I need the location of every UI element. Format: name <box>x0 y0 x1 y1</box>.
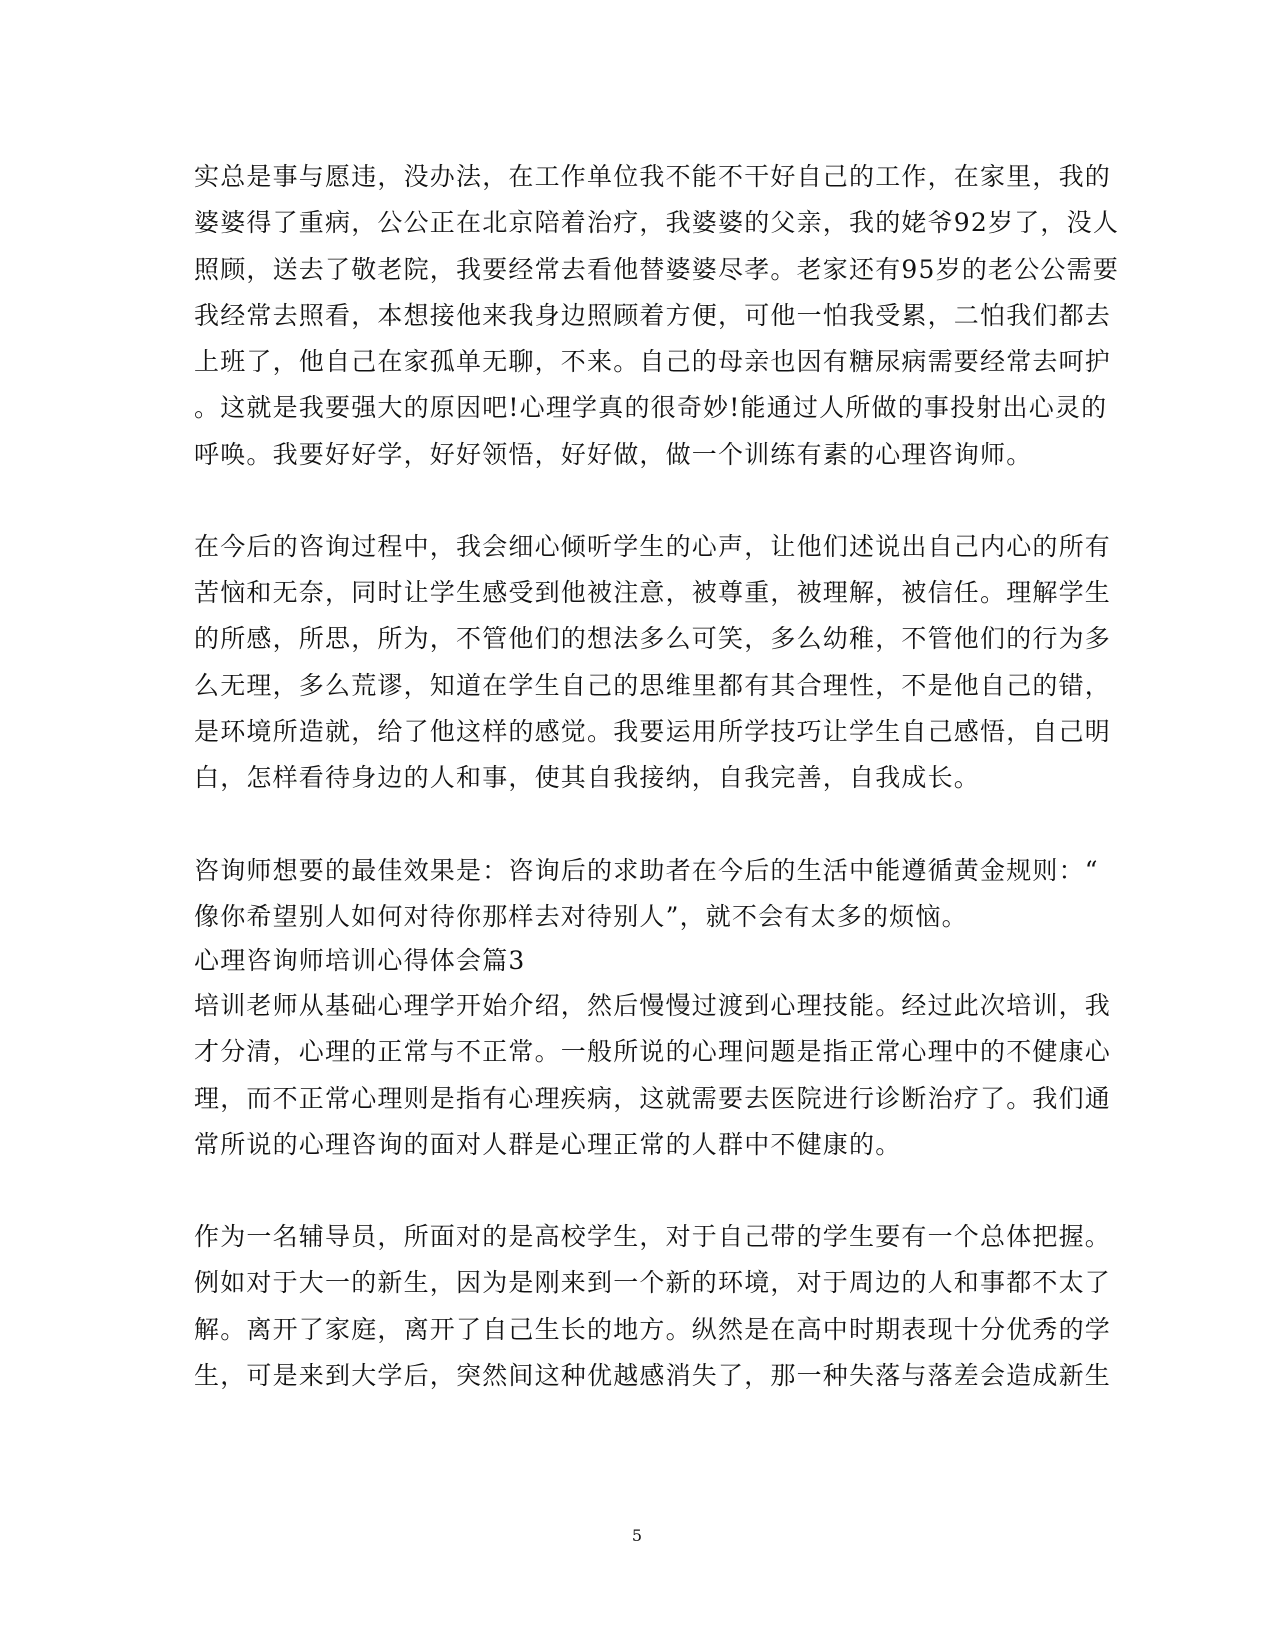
text-line: 苦恼和无奈，同时让学生感受到他被注意，被尊重，被理解，被信任。理解学生 <box>194 578 1112 607</box>
text-line: 实总是事与愿违，没办法，在工作单位我不能不干好自己的工作，在家里，我的 <box>194 162 1112 191</box>
text-line: 我经常去照看，本想接他来我身边照顾着方便，可他一怕我受累，二怕我们都去 <box>194 301 1112 330</box>
page-number: 5 <box>631 1526 643 1545</box>
text-line: 婆婆得了重病，公公正在北京陪着治疗，我婆婆的父亲，我的姥爷92岁了，没人 <box>194 208 1120 237</box>
text-line: 照顾，送去了敬老院，我要经常去看他替婆婆尽孝。老家还有95岁的老公公需要 <box>194 255 1120 284</box>
text-line: 的所感，所思，所为，不管他们的想法多么可笑，多么幼稚，不管他们的行为多 <box>194 624 1112 653</box>
text-line: 理，而不正常心理则是指有心理疾病，这就需要去医院进行诊断治疗了。我们通 <box>194 1084 1112 1113</box>
text-line: 常所说的心理咨询的面对人群是心理正常的人群中不健康的。 <box>194 1130 902 1159</box>
text-line: 么无理，多么荒谬，知道在学生自己的思维里都有其合理性，不是他自己的错， <box>194 671 1112 700</box>
text-line: 培训老师从基础心理学开始介绍，然后慢慢过渡到心理技能。经过此次培训，我 <box>194 991 1112 1020</box>
text-line: 在今后的咨询过程中，我会细心倾听学生的心声，让他们述说出自己内心的所有 <box>194 532 1112 561</box>
section-heading: 心理咨询师培训心得体会篇3 <box>194 946 526 975</box>
text-line: 。这就是我要强大的原因吧!心理学真的很奇妙!能通过人所做的事投射出心灵的 <box>194 393 1108 422</box>
text-line: 上班了，他自己在家孤单无聊，不来。自己的母亲也因有糖尿病需要经常去呵护 <box>194 347 1112 376</box>
text-line: 解。离开了家庭，离开了自己生长的地方。纵然是在高中时期表现十分优秀的学 <box>194 1315 1112 1344</box>
text-line: 作为一名辅导员，所面对的是高校学生，对于自己带的学生要有一个总体把握。 <box>194 1222 1112 1251</box>
text-line: 白，怎样看待身边的人和事，使其自我接纳，自我完善，自我成长。 <box>194 763 981 792</box>
text-line: 生，可是来到大学后，突然间这种优越感消失了，那一种失落与落差会造成新生 <box>194 1361 1112 1390</box>
text-line: 咨询师想要的最佳效果是：咨询后的求助者在今后的生活中能遵循黄金规则：“ <box>194 856 1099 885</box>
text-line: 呼唤。我要好好学，好好领悟，好好做，做一个训练有素的心理咨询师。 <box>194 440 1033 469</box>
text-line: 才分清，心理的正常与不正常。一般所说的心理问题是指正常心理中的不健康心 <box>194 1037 1112 1066</box>
text-line: 是环境所造就，给了他这样的感觉。我要运用所学技巧让学生自己感悟，自己明 <box>194 717 1112 746</box>
text-line: 例如对于大一的新生，因为是刚来到一个新的环境，对于周边的人和事都不太了 <box>194 1268 1112 1297</box>
text-line: 像你希望别人如何对待你那样去对待别人”，就不会有太多的烦恼。 <box>194 902 968 931</box>
